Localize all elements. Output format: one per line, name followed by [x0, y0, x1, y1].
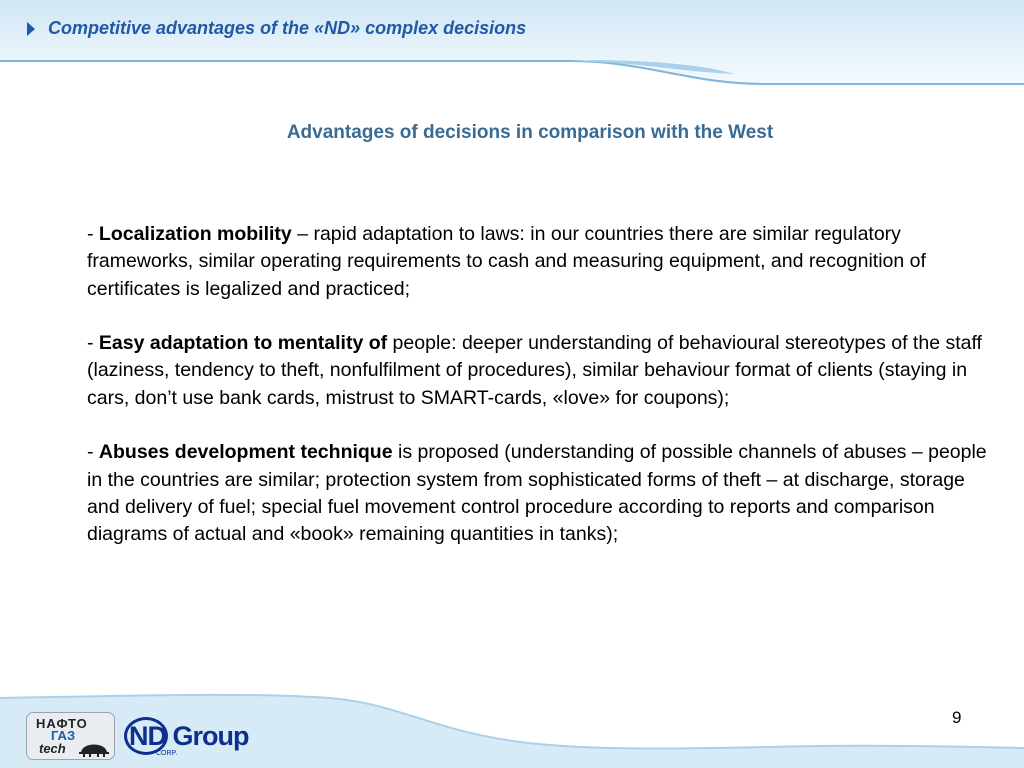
point-dash: -	[87, 332, 99, 355]
point-text: is proposed (understanding of possible channels of abuses – people in the countries are similar; protection system from sophisticated forms of theft – at discharge, storage and delivery of fuel; special fuel movement control procedure according to reports and comparison diagrams of actual and «book» remaining quantities in tanks);	[87, 441, 987, 546]
page-number: 9	[952, 708, 962, 727]
content-body	[87, 221, 992, 576]
point-mentality	[87, 330, 992, 412]
point-text: people: deeper understanding of behavioural stereotypes of the staff (laziness, tendency to theft, nonfulfilment of procedures), similar behaviour format of clients (staying in cars, don’t use bank cards, mistrust to SMART-cards, «love» for coupons);	[87, 332, 982, 409]
nd-logo-text: ND Group	[129, 721, 249, 751]
point-term: Abuses development technique	[98, 441, 393, 464]
logo-text-line1: НАФТО	[36, 716, 88, 731]
nd-logo-corp-text: CORP.	[156, 750, 178, 757]
naftogaz-tech-logo	[26, 712, 115, 760]
point-abuses	[87, 439, 992, 548]
nd-group-logo	[124, 712, 252, 762]
point-dash: -	[87, 441, 99, 464]
slide-subtitle: Advantages of decisions in comparison with the West	[286, 122, 774, 143]
logo-text-line2: ГАЗ	[51, 728, 76, 743]
point-dash: -	[87, 223, 99, 245]
slide-title: Competitive advantages of the «ND» complex decisions	[48, 18, 527, 38]
point-term: Easy adaptation to mentality of	[98, 332, 388, 355]
point-text: – rapid adaptation to laws: in our countries there are similar regulatory frameworks, similar operating requirements to cash and measuring equipment, and recognition of certificates is legalized and practiced;	[87, 223, 926, 300]
dome-icon	[79, 738, 109, 758]
point-term: Localization mobility	[98, 223, 292, 245]
point-localization	[87, 221, 992, 303]
triangle-right-icon	[27, 22, 35, 36]
header-wave-decoration	[0, 0, 1024, 110]
logo-text-line3: tech	[39, 741, 66, 756]
